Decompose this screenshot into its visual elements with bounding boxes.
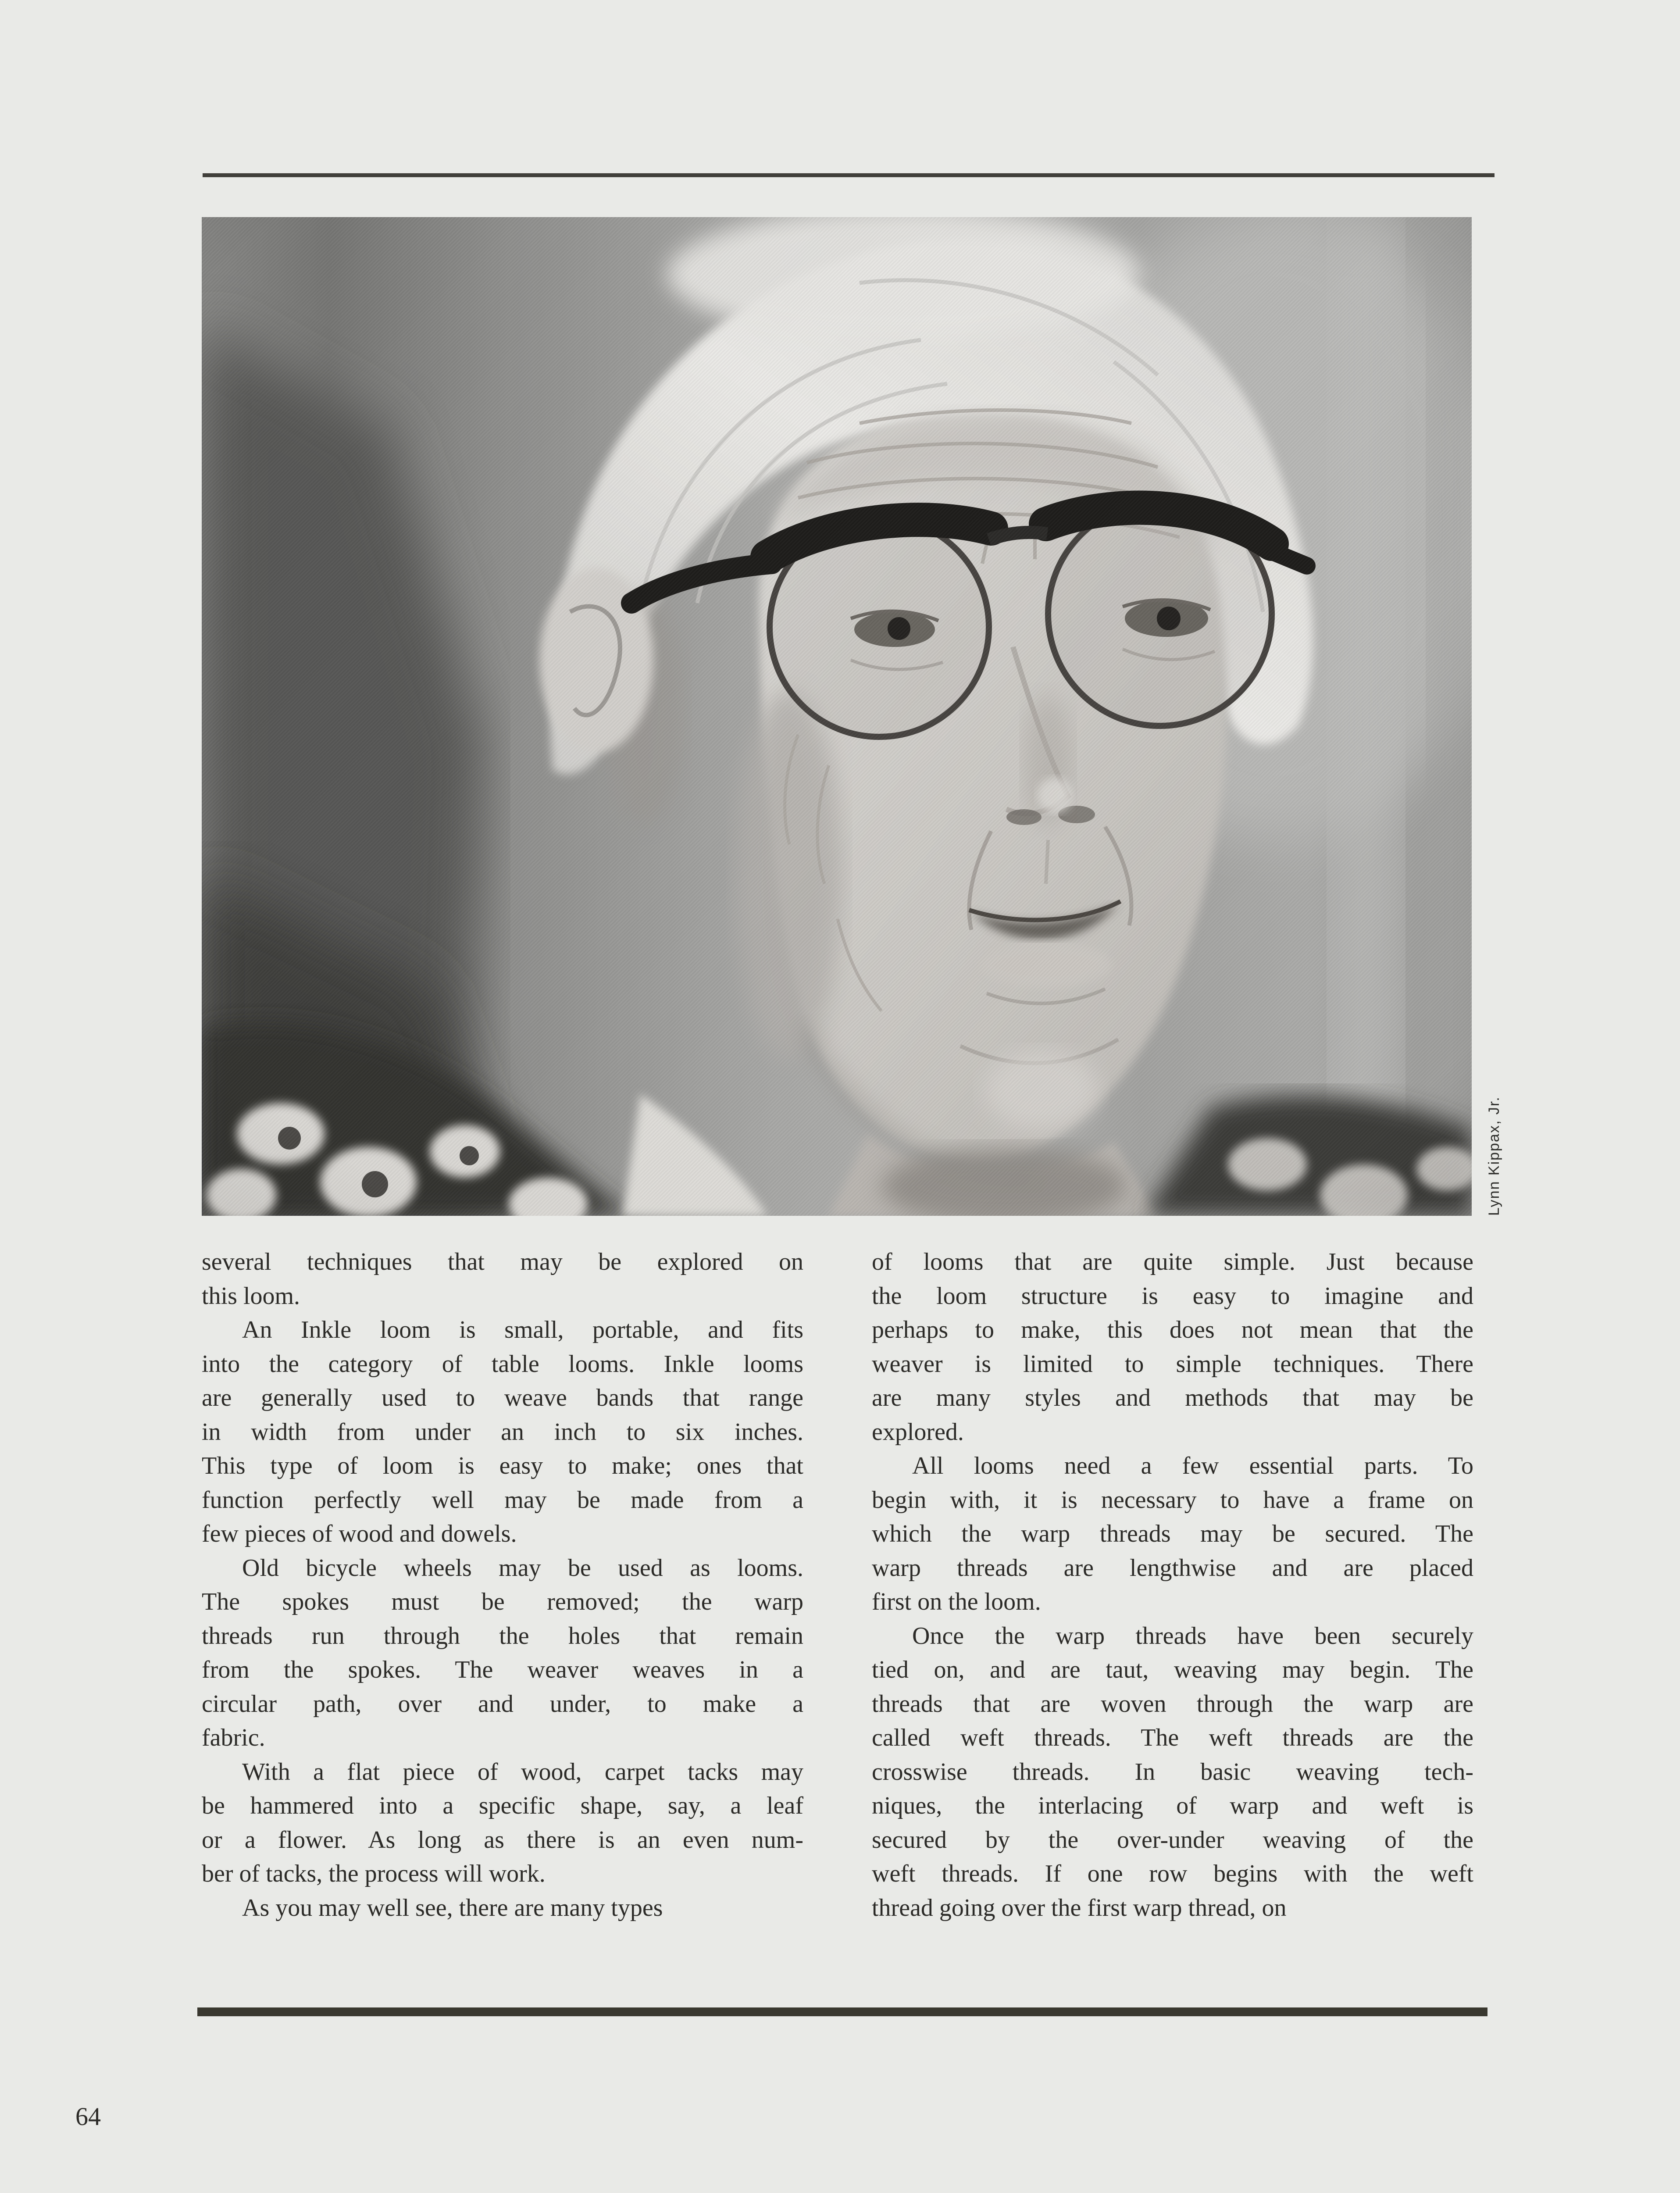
paragraph [202, 1245, 803, 1313]
text-line: into the category of table looms. Inkle looms [202, 1350, 803, 1378]
text-line: this loom. [202, 1282, 300, 1310]
paragraph [872, 1449, 1473, 1619]
text-line: in width from under an inch to six inches. [202, 1418, 803, 1446]
text-line: ber of tacks, the process will work. [202, 1860, 546, 1887]
text-line: or a flower. As long as there is an even num- [202, 1826, 803, 1854]
text-line: thread going over the first warp thread, on [872, 1894, 1287, 1922]
text-line: first on the loom. [872, 1588, 1041, 1615]
paragraph [202, 1313, 803, 1551]
text-line: Once the warp threads have been securely [912, 1622, 1473, 1650]
text-line: With a flat piece of wood, carpet tacks may [242, 1758, 803, 1786]
text-line: An Inkle loom is small, portable, and fits [242, 1316, 803, 1343]
text-line: circular path, over and under, to make a [202, 1690, 803, 1718]
text-column-right [872, 1245, 1473, 1925]
top-rule [203, 173, 1495, 177]
text-line: several techniques that may be explored on [202, 1248, 803, 1275]
text-line: from the spokes. The weaver weaves in a [202, 1656, 803, 1683]
paragraph [872, 1619, 1473, 1925]
portrait-photo [202, 217, 1472, 1216]
text-line: of looms that are quite simple. Just because [872, 1248, 1473, 1275]
text-line: The spokes must be removed; the warp [202, 1588, 803, 1615]
text-line: threads run through the holes that remain [202, 1622, 803, 1650]
page-number: 64 [75, 2102, 101, 2131]
text-line: niques, the interlacing of warp and weft is [872, 1792, 1473, 1819]
text-column-left [202, 1245, 803, 1925]
portrait-illustration [202, 217, 1472, 1216]
text-line: Old bicycle wheels may be used as looms. [242, 1554, 803, 1582]
text-line: This type of loom is easy to make; ones that [202, 1452, 803, 1479]
bottom-rule [197, 2007, 1487, 2016]
text-line: function perfectly well may be made from a [202, 1486, 803, 1514]
text-line: the loom structure is easy to imagine and [872, 1282, 1473, 1310]
photo-credit: Lynn Kippax, Jr. [1486, 1096, 1502, 1216]
text-line: As you may well see, there are many types [242, 1894, 663, 1922]
text-line: threads that are woven through the warp are [872, 1690, 1473, 1718]
text-line: secured by the over-under weaving of the [872, 1826, 1473, 1854]
text-line: few pieces of wood and dowels. [202, 1520, 517, 1547]
text-line: tied on, and are taut, weaving may begin. The [872, 1656, 1473, 1683]
text-line: explored. [872, 1418, 964, 1446]
text-line: be hammered into a specific shape, say, a leaf [202, 1792, 803, 1819]
text-line: crosswise threads. In basic weaving tech- [872, 1758, 1473, 1786]
text-line: are many styles and methods that may be [872, 1384, 1473, 1411]
text-line: fabric. [202, 1724, 265, 1751]
text-line: perhaps to make, this does not mean that the [872, 1316, 1473, 1343]
paragraph [872, 1245, 1473, 1449]
paragraph [202, 1551, 803, 1755]
text-line: warp threads are lengthwise and are placed [872, 1554, 1473, 1582]
paragraph [202, 1755, 803, 1891]
text-line: weaver is limited to simple techniques. There [872, 1350, 1473, 1378]
text-line: which the warp threads may be secured. The [872, 1520, 1473, 1547]
text-line: are generally used to weave bands that range [202, 1384, 803, 1411]
paragraph [202, 1891, 803, 1925]
text-line: begin with, it is necessary to have a frame on [872, 1486, 1473, 1514]
text-line: weft threads. If one row begins with the weft [872, 1860, 1473, 1887]
text-line: All looms need a few essential parts. To [912, 1452, 1473, 1479]
text-line: called weft threads. The weft threads are the [872, 1724, 1473, 1751]
